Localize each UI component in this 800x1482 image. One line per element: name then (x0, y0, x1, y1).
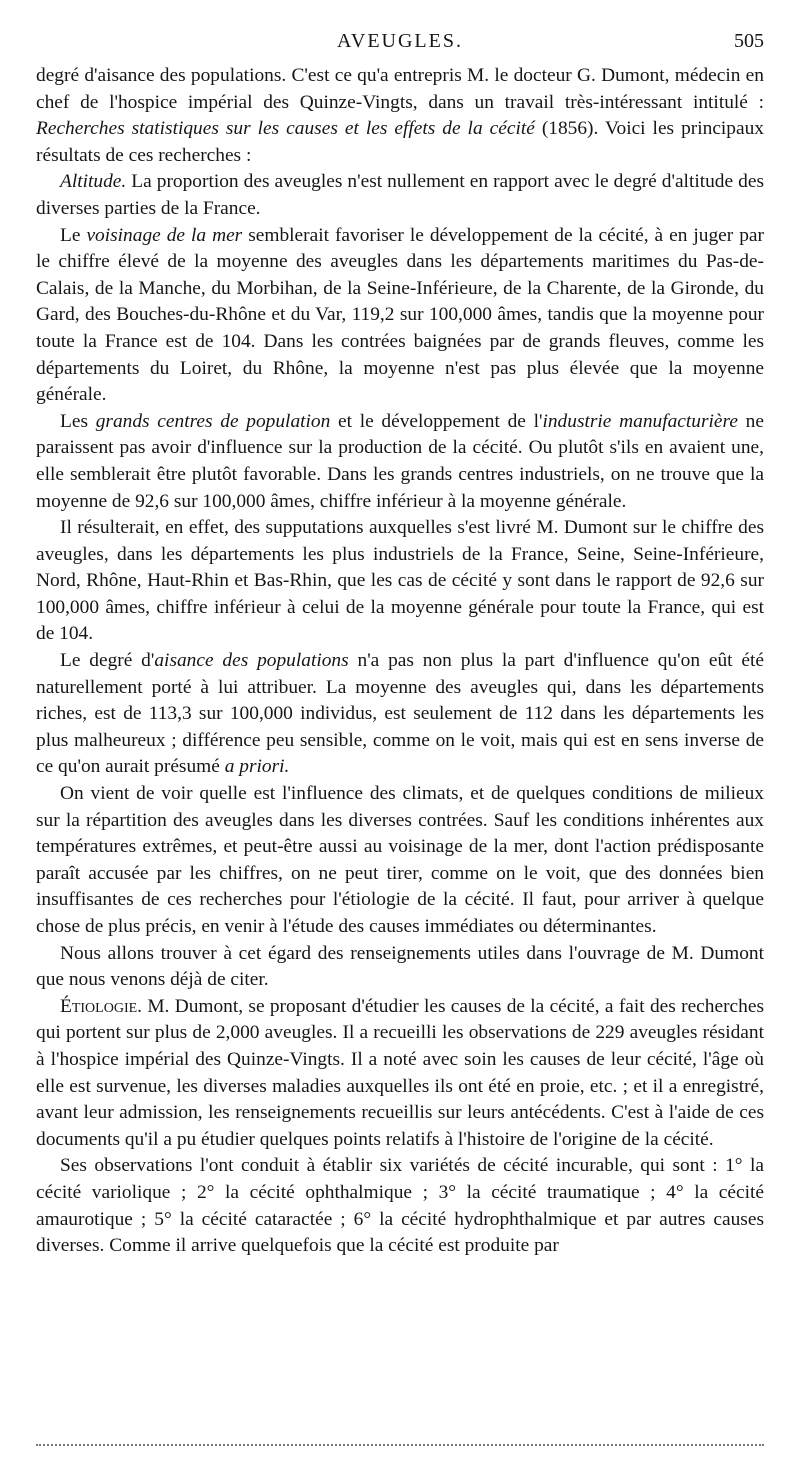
text-run: Ses observations l'ont conduit à établir six variétés de cécité incurable, qui sont : 1° la cécité variolique ; 2° la cécité ophthalmique ; 3° la cécité traumatique ; 4° la cécité amaurotique ; 5° la cécité cataractée ; 6° la cécité hydrophthalmique et par autres causes diverses. Comme il arrive quelquefois que la cécité est produite par (36, 1155, 764, 1257)
text-run: ne paraissent pas avoir d'influence sur la production de la cécité. Ou plutôt s'ils en avaient une, elle semblerait être plutôt favorable. Dans les grands centres industriels, on ne trouve que la moyenne de 92,6 sur 100,000 âmes, chiffre inférieur à la moyenne générale. (36, 410, 764, 512)
text-run: et le développement de l' (330, 410, 543, 432)
text-run: Le degré d' (60, 650, 155, 672)
text-run: (1856). Voici les principaux résultats de ces recherches : (36, 118, 765, 166)
paragraph-work-ref (36, 941, 764, 994)
running-title: AVEUGLES. (337, 30, 463, 52)
paragraph-varieties (36, 1153, 764, 1259)
latin-term: a priori. (224, 756, 290, 778)
text-run: semblerait favoriser le développement de la cécité, à en juger par le chiffre élevé de la moyenne des aveugles dans les départements maritimes du Pas-de-Calais, de la Manche, du Morbihan, de la Seine-Inférieure, de la Charente, de la Gironde, du Gard, des Bouches-du-Rhône et du Var, 119,2 sur 100,000 âmes, tandis que la moyenne pour toute la France est de 104. Dans les contrées baignées par de grands fleuves, comme les départements du Loiret, du Rhône, la moyenne n'est pas plus élevée que la moyenne générale. (36, 224, 764, 406)
body-text (36, 63, 764, 1260)
section-term: Altitude. (60, 171, 127, 193)
text-run: n'a pas non plus la part d'influence qu'on eût été naturellement porté à lui attribuer. La moyenne des aveugles qui, dans les départements riches, est de 113,3 sur 100,000 individus, est seulement de 112 dans les départements les plus malheureux ; différence peu sensible, comme on le voit, mais qui est en sens inverse de ce qu'on aurait présumé (36, 650, 764, 778)
footer-rule (36, 1444, 764, 1446)
running-header (36, 30, 764, 60)
text-run: Il résulterait, en effet, des supputations auxquelles s'est livré M. Dumont sur le chiffre des aveugles, dans les départements les plus industriels de la France, Seine, Seine-Inférieure, Nord, Rhône, Haut-Rhin et Bas-Rhin, que les cas de cécité y sont dans le rapport de 92,6 sur 100,000 âmes, chiffre inférieur à celui de la moyenne générale pour toute la France, qui est de 104. (36, 517, 764, 645)
text-run: La proportion des aveugles n'est nullement en rapport avec le degré d'altitude des diverses parties de la France. (36, 171, 764, 219)
text-run: degré d'aisance des populations. C'est ce qu'a entrepris M. le docteur G. Dumont, médecin en chef de l'hospice impérial des Quinze-Vingts, dans un travail très-intéressant intitulé : (36, 65, 764, 113)
text-run: M. Dumont, se proposant d'étudier les causes de la cécité, a fait des recherches qui portent sur plus de 2,000 aveugles. Il a recueilli les observations de 229 aveugles résidant à l'hospice impérial des Quinze-Vingts. Il a noté avec soin les causes de leur cécité, l'âge où elle est survenue, les diverses maladies auxquelles ils ont été en proie, etc. ; et il a enregistré, avant leur admission, les renseignements recueillis sur leurs antécédents. C'est à l'aide de ces documents qu'il a pu étudier quelques points relatifs à l'histoire de l'origine de la cécité. (36, 995, 764, 1150)
section-term: grands centres de population (95, 410, 331, 432)
paragraph-climate (36, 781, 764, 941)
paragraph-etiology (36, 994, 764, 1154)
text-run: On vient de voir quelle est l'influence des climats, et de quelques conditions de milieux sur la répartition des aveugles dans les diverses contrées. Sauf les conditions inhérentes aux températures extrêmes, et peut-être aussi au voisinage de la mer, dont l'action prédisposante paraît accusée par les chiffres, on ne peut tirer, comme on le voit, que des données bien insuffisantes de ces recherches pour l'étiologie de la cécité. Il faut, pour arriver à quelque chose de plus précis, en venir à l'étude des causes immédiates ou déterminantes. (36, 783, 764, 937)
section-heading: Étiologie. (60, 995, 143, 1017)
cited-title: Recherches statistiques sur les causes et les effets de la cécité (36, 118, 535, 140)
paragraph-1 (36, 63, 764, 169)
paragraph-altitude (36, 169, 764, 222)
text-run: Nous allons trouver à cet égard des renseignements utiles dans l'ouvrage de M. Dumont que nous venons déjà de citer. (36, 942, 764, 991)
section-term: aisance des populations (154, 650, 349, 672)
text-run: Les (60, 410, 96, 432)
paragraph-sea (36, 223, 764, 409)
section-term: industrie manufacturière (542, 410, 738, 432)
paragraph-industry (36, 409, 764, 515)
section-term: voisinage de la mer (86, 224, 243, 246)
paragraph-dumont-calc (36, 515, 764, 648)
page-number: 505 (734, 30, 764, 52)
paragraph-wealth (36, 648, 764, 781)
text-run: Le (60, 224, 87, 246)
